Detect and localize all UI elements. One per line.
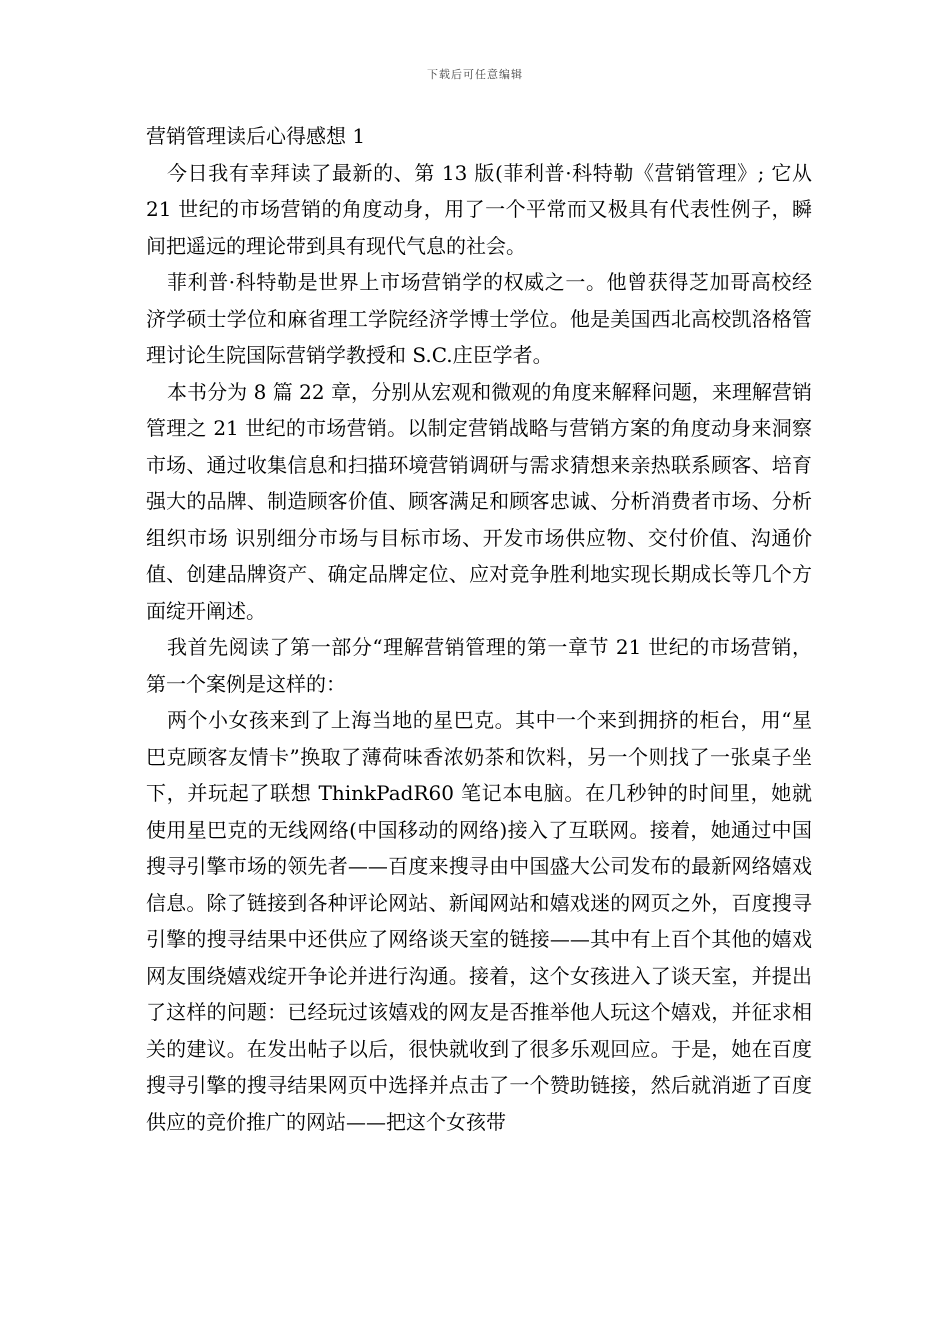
document-body xyxy=(146,118,812,1140)
paragraph-case-study: 两个小女孩来到了上海当地的星巴克。其中一个来到拥挤的柜台，用“星巴克顾客友情卡”换取了薄荷味香浓奶茶和饮料，另一个则找了一张桌子坐下，并玩起了联想 ThinkPadR60 笔记本电脑。在几秒钟的时间里，她就使用星巴克的无线网络(中国移动的网络)接入了互联网。接着，她通过中国搜寻引擎市场的领先者——百度来搜寻由中国盛大公司发布的最新网络嬉戏信息。除了链接到各种评论网站、新闻网站和嬉戏迷的网页之外，百度搜寻引擎的搜寻结果中还供应了网络谈天室的链接——其中有上百个其他的嬉戏网友围绕嬉戏绽开争论并进行沟通。接着，这个女孩进入了谈天室，并提出了这样的问题：已经玩过该嬉戏的网友是否推举他人玩这个嬉戏，并征求相关的建议。在发出帖子以后，很快就收到了很多乐观回应。于是，她在百度搜寻引擎的搜寻结果网页中选择并点击了一个赞助链接，然后就消逝了百度供应的竞价推广的网站——把这个女孩带 xyxy=(146,708,812,1134)
paragraph-intro: 今日我有幸拜读了最新的、第 13 版(菲利普·科特勒《营销管理》; 它从 21 世纪的市场营销的角度动身，用了一个平常而又极具有代表性例子，瞬间把遥远的理论带到具有现代气息的社会。 xyxy=(146,160,812,258)
paragraph-author-bio: 菲利普·科特勒是世界上市场营销学的权威之一。他曾获得芝加哥高校经济学硕士学位和麻省理工学院经济学博士学位。他是美国西北高校凯洛格管理讨论生院国际营销学教授和 S.C.庄臣学者。 xyxy=(146,270,812,367)
document-title: 营销管理读后心得感想 1 xyxy=(146,124,366,148)
page-header: 下载后可任意编辑 xyxy=(427,68,523,81)
paragraph-first-chapter: 我首先阅读了第一部分“理解营销管理的第一章节 21 世纪的市场营销，第一个案例是这样的： xyxy=(146,635,812,696)
paragraph-book-structure: 本书分为 8 篇 22 章，分别从宏观和微观的角度来解释问题，来理解营销管理之 21 世纪的市场营销。以制定营销战略与营销方案的角度动身来洞察市场、通过收集信息和扫描环境营销调研与需求猜想来亲热联系顾客、培育强大的品牌、制造顾客价值、顾客满足和顾客忠诚、分析消费者市场、分析组织市场 识别细分市场与目标市场、开发市场供应物、交付价值、沟通价值、创建品牌资产、确定品牌定位、应对竞争胜利地实现长期成长等几个方面绽开阐述。 xyxy=(146,379,812,623)
